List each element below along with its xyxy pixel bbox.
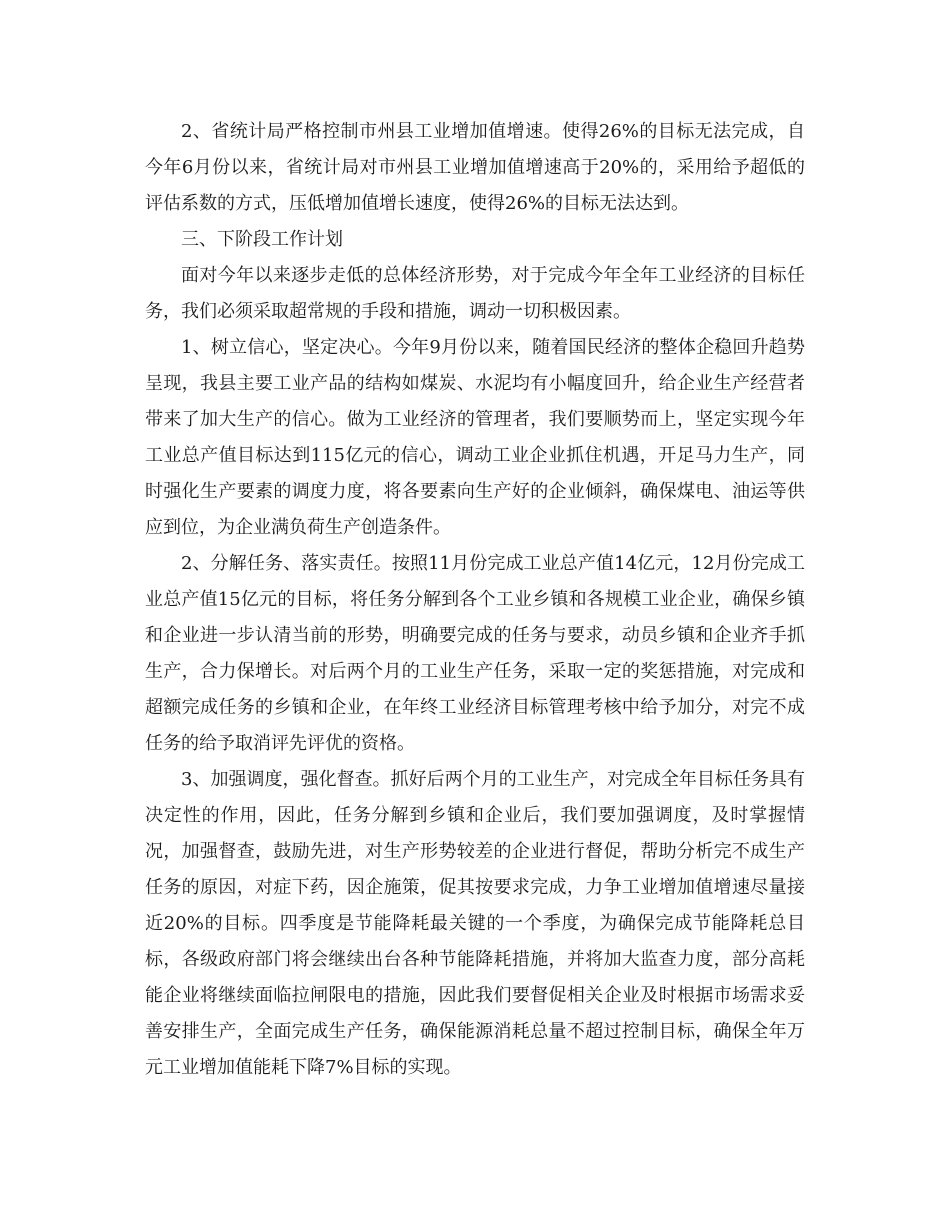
document-body [145,114,805,1086]
paragraph-stats-control: 2、省统计局严格控制市州县工业增加值增速。使得26%的目标无法完成，自今年6月份以来，省统计局对市州县工业增加值增速高于20%的，采用给予超低的评估系数的方式，压低增加值增长速度，使得26%的目标无法达到。 [145,121,805,214]
paragraph-scheduling-supervision: 3、加强调度，强化督查。抓好后两个月的工业生产，对完成全年目标任务具有决定性的作用，因此，任务分解到乡镇和企业后，我们要加强调度，及时掌握情况，加强督查，鼓励先进，对生产形势较差的企业进行督促，帮助分析完不成生产任务的原因，对症下药，因企施策，促其按要求完成，力争工业增加值增速尽量接近20%的目标。四季度是节能降耗最关键的一个季度，为确保完成节能降耗总目标，各级政府部门将会继续出台各种节能降耗措施，并将加大监查力度，部分高耗能企业将继续面临拉闸限电的措施，因此我们要督促相关企业及时根据市场需求妥善安排生产，全面完成生产任务，确保能源消耗总量不超过控制目标，确保全年万元工业增加值能耗下降7%目标的实现。 [145,769,805,1078]
paragraph-task-breakdown: 2、分解任务、落实责任。按照11月份完成工业总产值14亿元，12月份完成工业总产值15亿元的目标，将任务分解到各个工业乡镇和各规模工业企业，确保乡镇和企业进一步认清当前的形势，明确要完成的任务与要求，动员乡镇和企业齐手抓生产，合力保增长。对后两个月的工业生产任务，采取一定的奖惩措施，对完成和超额完成任务的乡镇和企业，在年终工业经济目标管理考核中给予加分，对完不成任务的给予取消评先评优的资格。 [145,553,805,754]
section-heading-next-plan: 三、下阶段工作计划 [181,229,343,250]
paragraph-intro: 面对今年以来逐步走低的总体经济形势，对于完成今年全年工业经济的目标任务，我们必须采取超常规的手段和措施，调动一切积极因素。 [145,265,805,322]
paragraph-confidence: 1、树立信心，坚定决心。今年9月份以来，随着国民经济的整体企稳回升趋势呈现，我县主要工业产品的结构如煤炭、水泥均有小幅度回升，给企业生产经营者带来了加大生产的信心。做为工业经济的管理者，我们要顺势而上，坚定实现今年工业总产值目标达到115亿元的信心，调动工业企业抓住机遇，开足马力生产，同时强化生产要素的调度力度，将各要素向生产好的企业倾斜，确保煤电、油运等供应到位，为企业满负荷生产创造条件。 [145,337,805,538]
